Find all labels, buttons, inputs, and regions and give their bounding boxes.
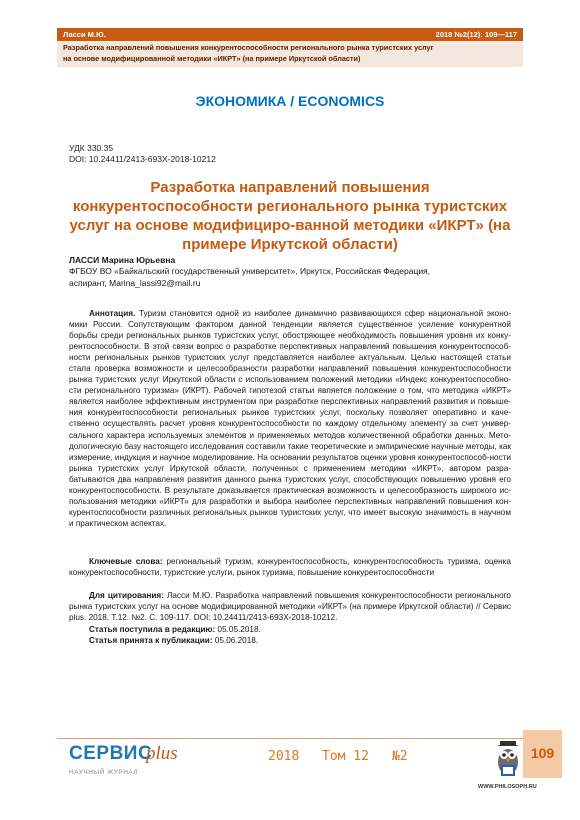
footer-number: №2 [392,749,408,764]
citation-text: Ласси М.Ю. Разработка направлений повышения конкурентоспособности регионального рынка туристских услуг на основе модифицированной методики «ИКРТ» (на примере Иркутской области) // Сервис plus. 2018. Т.12. №2. С. 109-117. DOI: 10.24411/2413-693X-2018-10212. [69,591,511,623]
keywords-label: Ключевые слова: [89,557,163,566]
footer-volume: Том 12 [322,749,369,764]
keywords-text: региональный туризм, конкурентоспособность, конкурентоспособность туризма, оценка конкурентоспособности, туристские услуги, рынок туризма, повышение конкурентоспособности [69,557,511,578]
received-label: Статья поступила в редакцию: [89,625,216,634]
owl-icon [493,740,523,780]
affiliation-line: ФГБОУ ВО «Байкальский государственный университет», Иркутск, Российская Федерация, [69,266,431,276]
header-title: Разработка направлений повышения конкурентоспособности регионального рынка туристских услуг на основе модифицированной методики «ИКРТ» (на примере Иркутской области) [63,43,434,63]
article-title: Разработка направлений повышения конкурентоспособности регионального рынка туристских услуг на основе модифициро-ванной методики «ИКРТ» (на примере Иркутской области) [69,179,511,253]
citation-label: Для цитирования: [89,591,164,600]
received-date [89,624,261,635]
doi: DOI: 10.24411/2413-693X-2018-10212 [69,154,216,164]
author-email: аспирант, Marina_lassi92@mail.ru [69,277,201,288]
page-number: 109 [530,745,555,761]
citation [69,590,511,623]
footer-year: 2018 [268,749,300,764]
keywords [69,556,511,578]
accepted-date [89,635,261,646]
article-dates [89,624,261,646]
author-name: ЛАССИ Марина Юрьевна [69,255,176,265]
journal-subtitle: НАУЧНЫЙ ЖУРНАЛ [69,769,139,776]
header-author: Ласси М.Ю. [63,30,106,39]
abstract-label: Аннотация. [89,309,136,318]
received-value: 05.05.2018. [215,625,261,634]
website-link[interactable]: WWW.PHILOSOPH.RU [478,784,537,790]
abstract-text: Туризм становится одной из наиболее динамично развивающихся сфер национальной эконо-мики России. Сопутствующим фактором данной тенденции является существенное усиление конкурентной борьбы среди региональных рынков туристских услуг, обостряющее необходимость повышения уровня их конку-рентоспособности. В этой связи вопрос о разработке перспективных направлений повышения конкурентоспособ-ности региональных рынков туристских услуг представляется наиболее актуальным. Целью настоящей статьи стала проверка возможности и целесообразности разработки направлений повышения конкурентоспособности рынка туристских услуг Иркутской области с использованием положений методики «Индекс конкурентоспособно-сти регионального туризма» (ИКРТ). Рабочей гипотезой статьи является положение о том, что методика «ИКРТ» является наиболее эффективным инструментом при разработке перспективных направлений развития и повыше-ния конкурентоспособности региональных рынков туристских услуг, поскольку позволяет оперативно и каче-ственно осуществлять расчет уровня конкурентоспособности по каждому отдельному элементу за счет универ-сального характера используемых элементов и применяемых методов количественной обработки данных. Мето-дологическую базу настоящего исследования составили такие теоретические и эмпирические научные методы, как измерение, индукция и научное моделирование. На основании результатов оценки уровня конкурентоспособ-ности рынка туристских услуг Иркутской области, полученных с применением методики «ИКРТ», автором разра-батываются два направления развития данного рынка туристских услуг, способствующих повышению уровня его конкурентоспособности. В результате доказывается практическая возможность и целесообразность широкого ис-пользования методики «ИКРТ» для разработки и выбора наиболее перспективных направлений повышения кон-курентоспособности различных региональных рынков туристских услуг, что имеет высокую значимость в научном и практическом аспектах. [69,309,511,528]
accepted-value: 05.06.2018. [212,636,259,646]
accepted-label: Статья принята к публикации: [89,636,213,646]
header-issue: 2018 №2(12): 109—117 [435,30,517,39]
abstract [69,308,511,529]
section-heading: ЭКОНОМИКА / ECONOMICS [195,93,385,109]
journal-logo-plus: plus [146,743,178,764]
journal-logo: СЕРВИС [69,743,153,764]
author-affiliation [69,266,509,289]
footer-divider [57,738,523,739]
udk-code: УДК 330.35 [69,143,114,153]
